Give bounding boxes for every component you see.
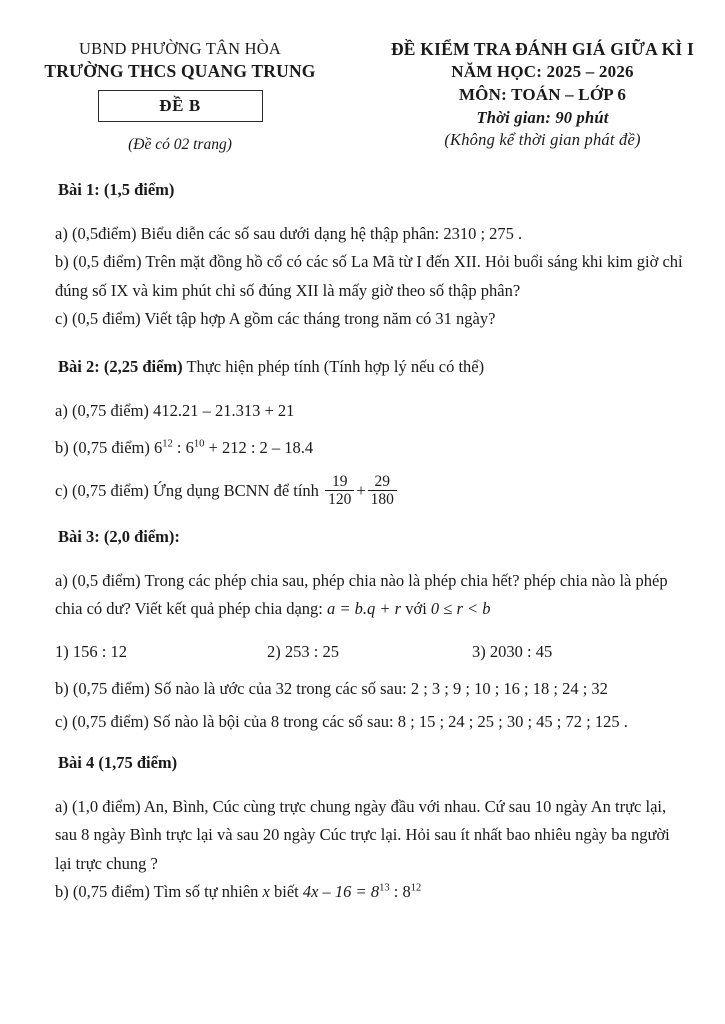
power-exponent-13: 13 <box>379 882 390 894</box>
fraction-19-120 <box>325 473 354 509</box>
question-2-part-a <box>55 397 687 425</box>
fraction-denominator: 120 <box>328 491 352 509</box>
question-block-1 <box>55 178 687 333</box>
variable-x: x <box>262 882 270 901</box>
formula-connector: với <box>401 598 431 618</box>
question-4-part-a: a) (1,0 điểm) An, Bình, Cúc cùng trực chung ngày đầu với nhau. Cứ sau 10 ngày An trực lại, sau 8 ngày Bình trực lại và sau 20 ngày Cúc trực lại. Hỏi sau ít nhất bao nhiêu ngày ba người lại trực chung ? <box>55 796 670 873</box>
fraction-numerator: 29 <box>368 473 397 491</box>
power-base-1: 6 <box>153 438 163 458</box>
question-3-part-a <box>55 567 687 624</box>
header-left-block <box>0 38 360 155</box>
question-1-part-b: b) (0,5 điểm) Trên mặt đồng hồ cổ có các số La Mã từ I đến XII. Hỏi buổi sáng khi kim giờ chỉ đúng số IX và kim phút chỉ số đúng XII là mấy giờ theo số thập phân? <box>55 252 683 300</box>
question-4-part-b-label: b) (0,75 điểm) Tìm số tự nhiên <box>55 882 263 901</box>
question-1-part-c: c) (0,5 điểm) Viết tập hợp A gồm các tháng trong năm có 31 ngày? <box>55 308 496 328</box>
question-3-part-c: c) (0,75 điểm) Số nào là bội của 8 trong các số sau: 8 ; 15 ; 24 ; 25 ; 30 ; 45 ; 72 ; 125 . <box>55 711 628 731</box>
exam-title: ĐỀ KIỂM TRA ĐÁNH GIÁ GIỮA KÌ I <box>390 39 695 59</box>
exam-duration-note: (Không kể thời gian phát đề) <box>444 130 641 150</box>
question-2-part-c <box>55 472 687 510</box>
division-item-2: 2) 253 : 25 <box>267 642 339 662</box>
school-year: NĂM HỌC: 2025 – 2026 <box>451 62 634 82</box>
question-2-heading-bold: Bài 2: (2,25 điểm) <box>58 357 183 377</box>
exam-code-box <box>98 90 263 122</box>
question-2-heading-rest: Thực hiện phép tính (Tính hợp lý nếu có thể) <box>182 357 485 377</box>
question-3-part-a-text: a) (0,5 điểm) Trong các phép chia sau, phép chia nào là phép chia hết? phép chia nào là phép chia có dư? Viết kết quả phép chia dạng: <box>55 570 668 618</box>
question-2-part-a-expression: 412.21 – 21.313 + 21 <box>153 401 295 420</box>
power-base-2: 6 <box>185 438 194 458</box>
question-4-heading: Bài 4 (1,75 điểm) <box>58 753 178 773</box>
question-4-part-b-equation <box>303 882 421 901</box>
question-2-part-b-label: b) (0,75 điểm) <box>55 438 154 458</box>
question-2-part-b-expression <box>154 438 313 457</box>
plus-operator: + <box>356 480 366 500</box>
power-exponent-2: 10 <box>193 438 205 450</box>
page-count-note: (Đề có 02 trang) <box>128 135 232 153</box>
question-2-part-b <box>55 434 687 462</box>
fraction-29-180 <box>368 473 397 509</box>
question-1-heading: Bài 1: (1,5 điểm) <box>58 180 175 199</box>
question-4-part-b-connector: biết <box>269 882 303 901</box>
division-item-1: 1) 156 : 12 <box>55 642 127 662</box>
header-right-block <box>360 38 725 155</box>
division-items-row <box>55 638 687 666</box>
fraction-denominator: 180 <box>370 491 394 509</box>
issuing-authority: UBND PHƯỜNG TÂN HÒA <box>79 39 281 58</box>
division-item-3: 3) 2030 : 45 <box>472 642 553 662</box>
question-2-part-a-label: a) (0,75 điểm) <box>55 401 154 420</box>
exam-body <box>0 178 725 906</box>
fraction-numerator: 19 <box>325 473 354 491</box>
question-4-part-b <box>55 878 687 906</box>
question-2-part-c-label: c) (0,75 điểm) Ứng dụng BCNN để tính <box>55 480 324 500</box>
power-exponent-12: 12 <box>410 882 422 894</box>
question-1-part-a: a) (0,5điểm) Biểu diễn các số sau dưới dạng hệ thập phân: 2310 ; 275 . <box>55 223 523 243</box>
question-3-heading: Bài 3: (2,0 điểm): <box>58 526 180 546</box>
division-operator-1: : <box>172 438 186 458</box>
power-exponent-1: 12 <box>162 438 173 450</box>
exam-code-label: ĐỀ B <box>159 95 201 115</box>
school-name: TRƯỜNG THCS QUANG TRUNG <box>44 60 316 81</box>
equation-left-side: 4x – 16 = 8 <box>302 882 380 901</box>
equation-divider: : 8 <box>389 882 411 901</box>
question-2-heading <box>58 355 687 380</box>
exam-duration: Thời gian: 90 phút <box>476 107 609 127</box>
division-formula: a = b.q + r <box>327 598 402 618</box>
remainder-condition: 0 ≤ r < b <box>430 598 491 618</box>
document-header <box>0 0 725 155</box>
question-block-4 <box>55 751 687 906</box>
question-block-2 <box>55 355 687 510</box>
question-3-part-b: b) (0,75 điểm) Số nào là ước của 32 trong các số sau: 2 ; 3 ; 9 ; 10 ; 16 ; 18 ; 24 ; 32 <box>55 679 608 699</box>
expression-tail: + 212 : 2 – 18.4 <box>204 438 314 458</box>
question-block-3 <box>55 525 687 736</box>
subject-and-grade: MÔN: TOÁN – LỚP 6 <box>458 85 627 105</box>
